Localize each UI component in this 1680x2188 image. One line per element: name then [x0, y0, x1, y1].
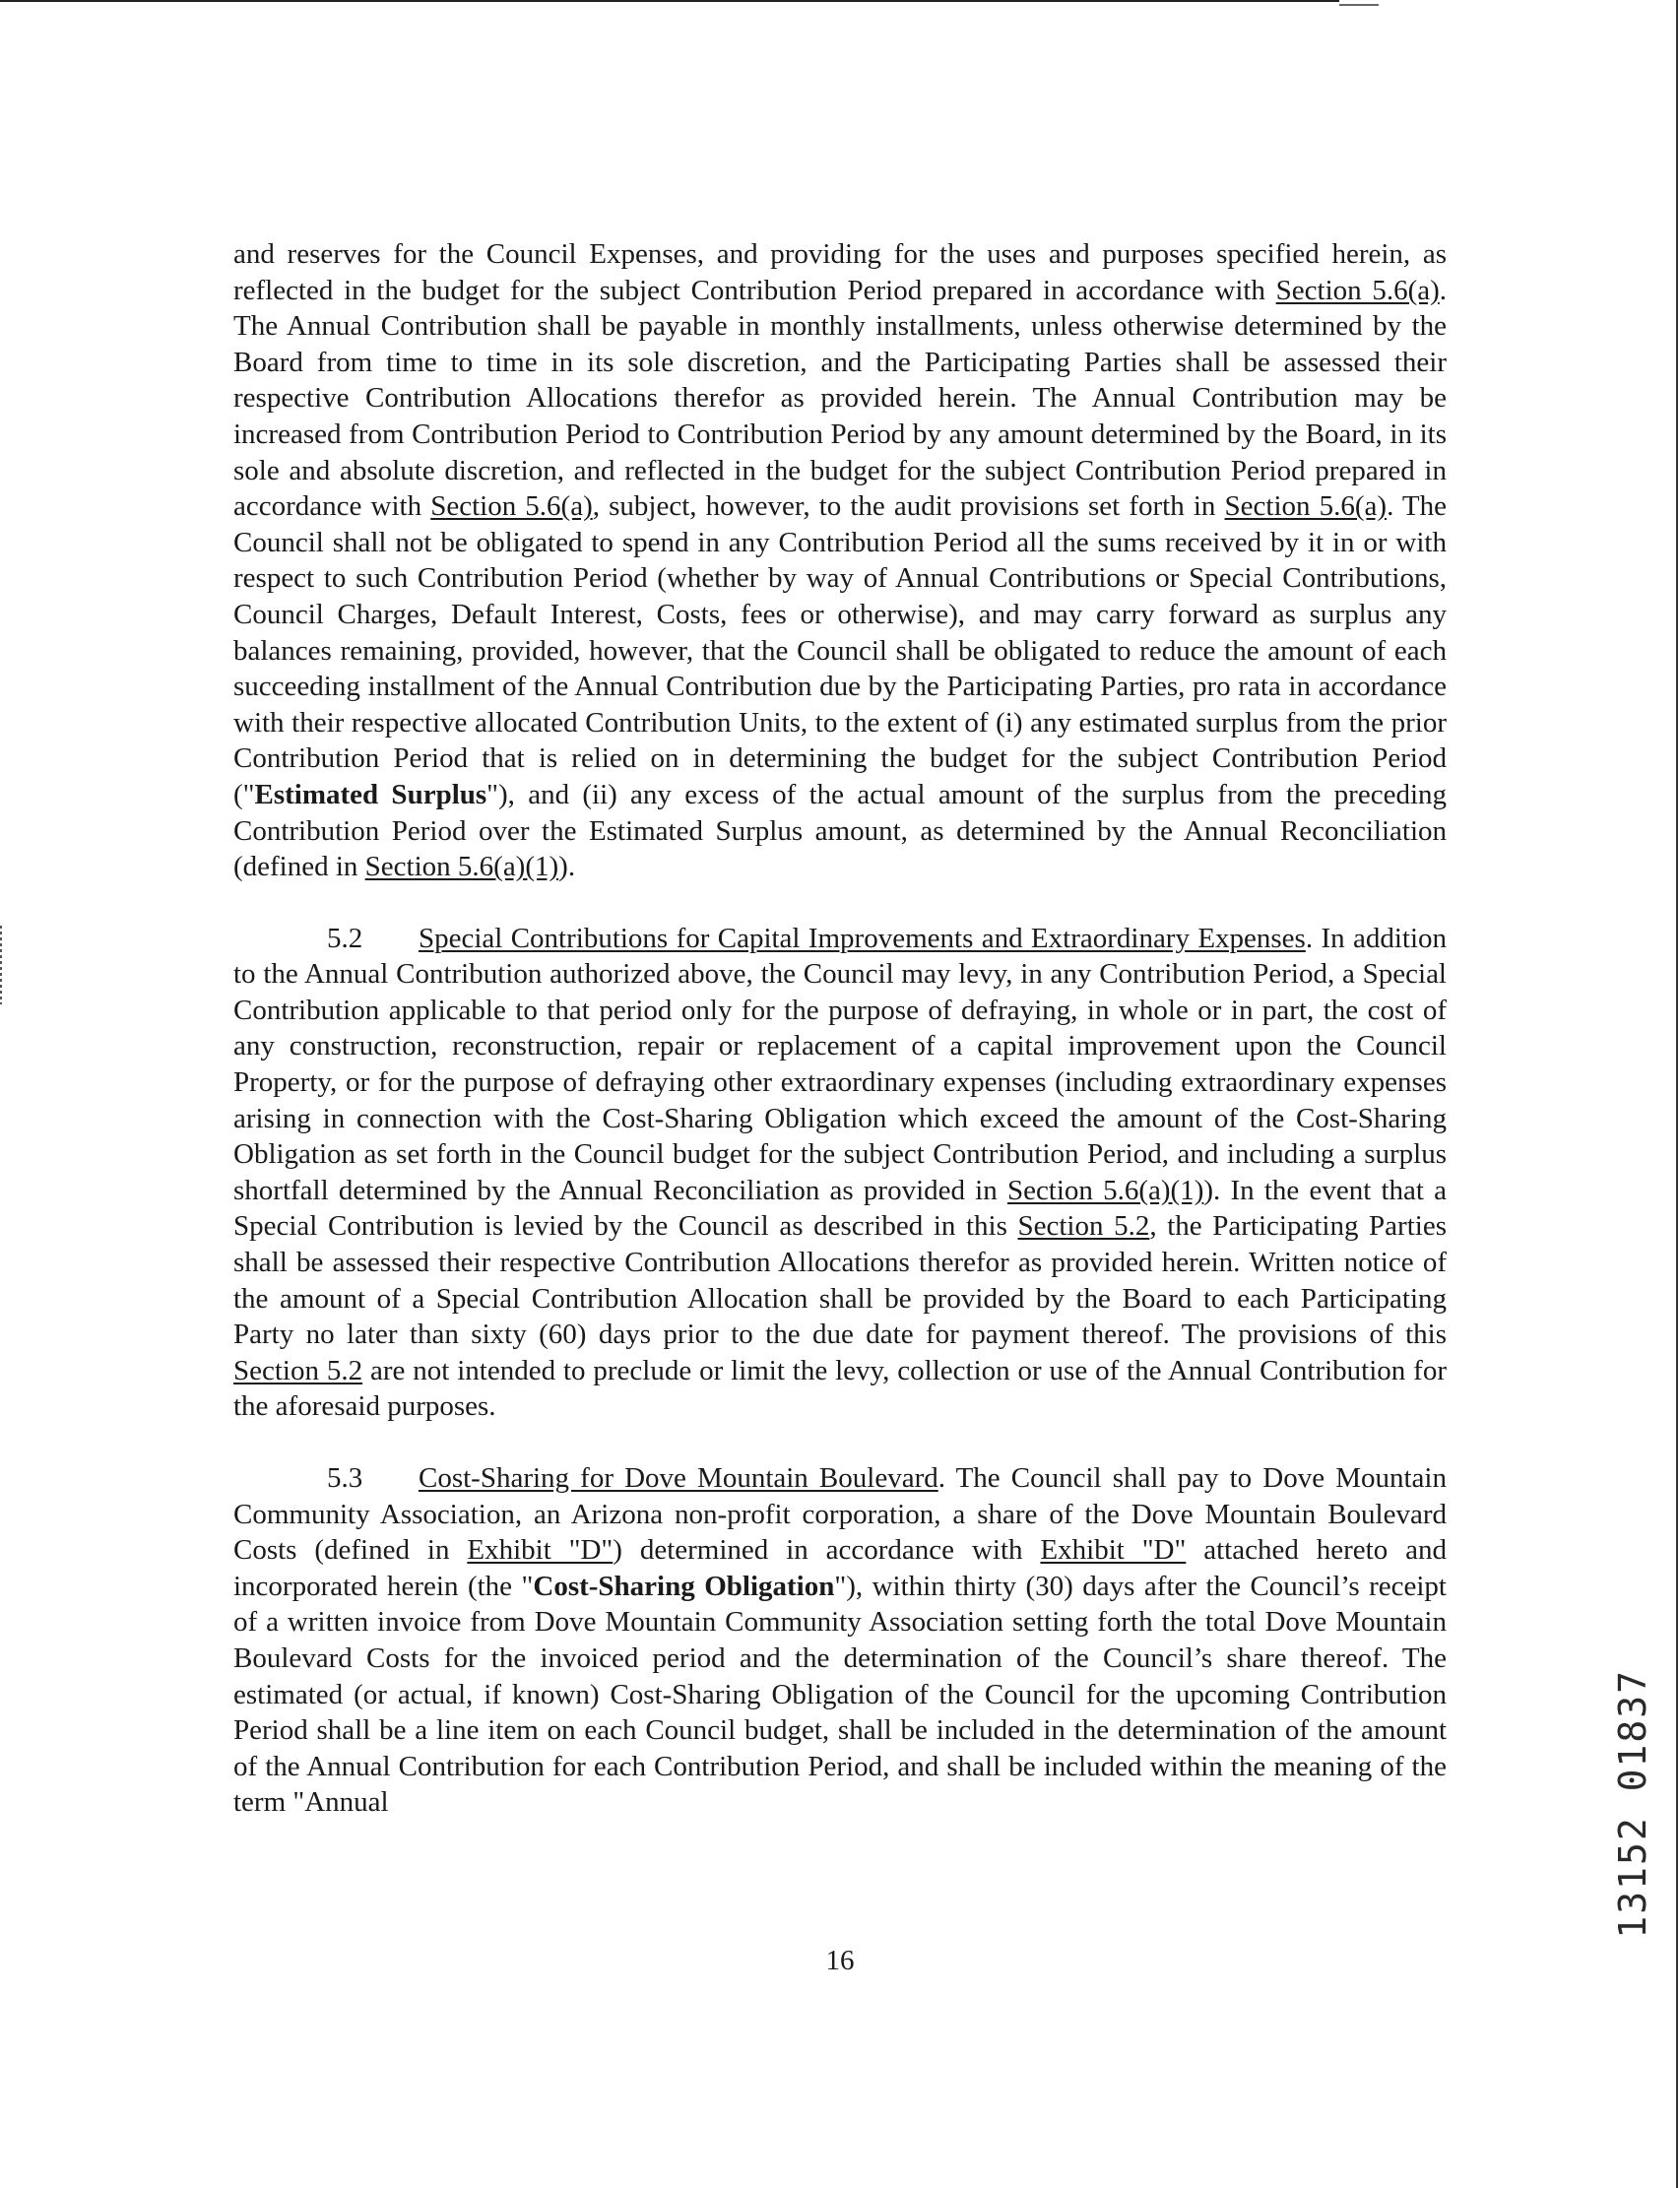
document-body: [233, 236, 1447, 1821]
text-run: ).: [558, 851, 576, 883]
exhibit-reference: Exhibit "D": [1040, 1534, 1187, 1567]
section-reference: Section 5.6(a): [1275, 274, 1440, 306]
text-run: . The Council shall pay to Dove Mountain Community Association, an Arizona non-profit corporation, a share of the Dove Mountain Boulevard Costs (defined in: [233, 1462, 1447, 1567]
section-reference: Section 5.6(a)(1): [364, 851, 559, 883]
section-reference: Section 5.6(a)(1): [1006, 1174, 1204, 1206]
text-run: "), within thirty (30) days after the Council’s receipt of a written invoice from Dove Mountain Community Association setting forth the total Dove Mountain Boulevard Costs for the invoiced period and the determination of the Council’s share thereof. The estimated (or actual, if known) Cost-Sharing Obligation of the Council for the upcoming Contribution Period shall be a line item on each Council budget, shall be included in the determination of the amount of the Annual Contribution for each Contribution Period, and shall be included within the meaning of the term "Annual: [233, 1570, 1447, 1819]
section-number: 5.2: [327, 922, 363, 954]
section-reference: Section 5.6(a): [430, 490, 593, 523]
page-number: 16: [825, 1945, 855, 1976]
text-run: . The Annual Contribution shall be payable in monthly installments, unless otherwise determined by the Board from time to time in its sole discretion, and the Participating Parties shall be assessed their respective Contribution Allocations therefor as provided herein. The Annual Contribution may be increased from Contribution Period to Contribution Period by any amount determined by the Board, in its sole and absolute discretion, and reflected in the budget for the subject Contribution Period prepared in accordance with: [233, 274, 1448, 523]
section-reference: Section 5.2: [1017, 1210, 1150, 1243]
text-run: . The Council shall not be obligated to spend in any Contribution Period all the sums received by it in or with respect to such Contribution Period (whether by way of Annual Contributions or Special Contributions, Council Charges, Default Interest, Costs, fees or otherwise), and may carry forward as surplus any balances remaining, provided, however, that the Council shall be obligated to reduce the amount of each succeeding installment of the Annual Contribution due by the Participating Parties, pro rata in accordance with their respective allocated Contribution Units, to the extent of (i) any estimated surplus from the prior Contribution Period that is relied on in determining the budget for the subject Contribution Period (": [233, 490, 1447, 810]
section-reference: Section 5.6(a): [1224, 490, 1388, 523]
section-5-2: [233, 921, 1447, 1425]
text-run: , subject, however, to the audit provisions set forth in: [592, 490, 1225, 523]
section-5-3: [233, 1460, 1447, 1821]
text-run: . In addition to the Annual Contribution authorized above, the Council may levy, in any Contribution Period, a Special Contribution applicable to that period only for the purpose of defraying, in whole or in part, the cost of any construction, reconstruction, repair or replacement of a capital improvement upon the Council Property, or for the purpose of defraying other extraordinary expenses (including extraordinary expenses arising in connection with the Cost-Sharing Obligation which exceed the amount of the Cost-Sharing Obligation as set forth in the Council budget for the subject Contribution Period, and including a surplus shortfall determined by the Annual Reconciliation as provided in: [233, 922, 1448, 1206]
paragraph-continued: [233, 236, 1447, 885]
recording-stamp: 13152 01837: [1611, 1669, 1654, 1939]
text-run: are not intended to preclude or limit the levy, collection or use of the Annual Contribution for the aforesaid purposes.: [233, 1354, 1447, 1423]
section-heading: Cost-Sharing for Dove Mountain Boulevard: [419, 1462, 938, 1494]
left-scan-mark: [0, 926, 2, 1004]
top-border-line-fragment: [1339, 4, 1379, 6]
right-border-line: [1676, 0, 1678, 2188]
text-run: ). In the event that a Special Contribution is levied by the Council as described in this: [233, 1174, 1447, 1243]
defined-term: Cost-Sharing Obligation: [533, 1570, 835, 1602]
section-heading: Special Contributions for Capital Improvements and Extraordinary Expenses: [419, 922, 1306, 954]
text-run: "), and (ii) any excess of the actual amount of the surplus from the preceding Contribution Period over the Estimated Surplus amount, as determined by the Annual Reconciliation (defined in: [233, 778, 1447, 883]
section-number: 5.3: [327, 1462, 363, 1494]
text-run: , the Participating Parties shall be assessed their respective Contribution Allocations therefor as provided herein. Written notice of the amount of a Special Contribution Allocation shall be provided by the Board to each Participating Party no later than sixty (60) days prior to the due date for payment thereof. The provisions of this: [233, 1210, 1447, 1351]
defined-term: Estimated Surplus: [254, 778, 487, 810]
text-run: and reserves for the Council Expenses, and providing for the uses and purposes specified herein, as reflected in the budget for the subject Contribution Period prepared in accordance with: [233, 238, 1447, 306]
section-reference: Section 5.2: [233, 1354, 363, 1386]
text-run: ) determined in accordance with: [613, 1534, 1041, 1567]
top-border-line: [0, 0, 1339, 2]
exhibit-reference: Exhibit "D": [467, 1534, 614, 1567]
text-run: attached hereto and incorporated herein (the ": [233, 1534, 1447, 1602]
